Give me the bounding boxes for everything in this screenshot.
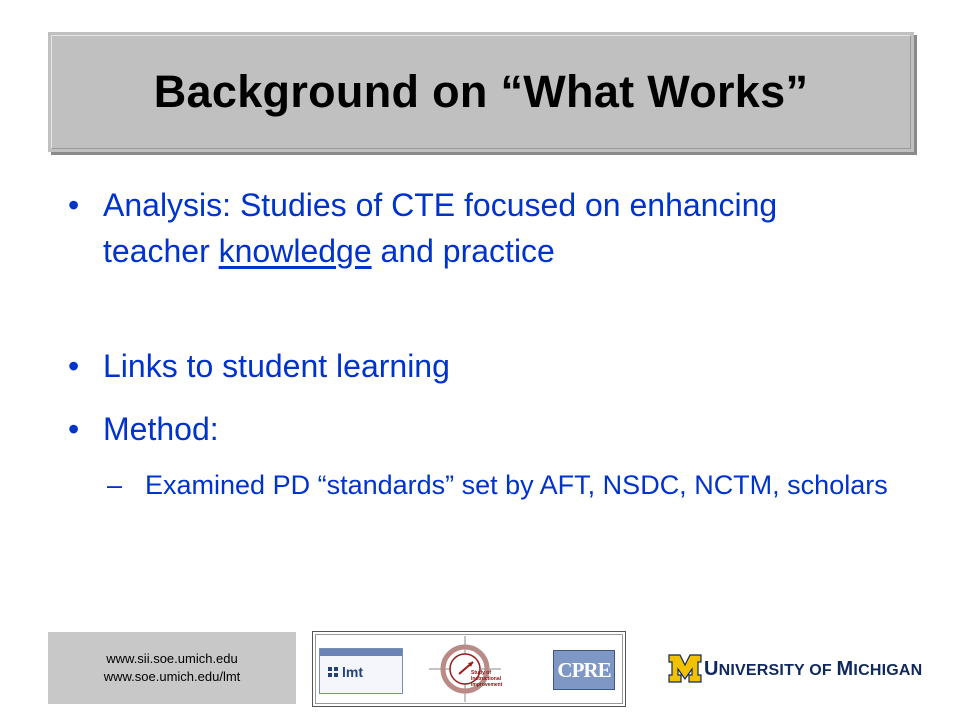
university-of-michigan-logo [668, 651, 923, 685]
sub-bullet-dash: – [107, 470, 123, 500]
sub-bullet-examined [107, 466, 907, 504]
lmt-logo-label: lmt [342, 664, 363, 680]
sub-bullet-text: Examined PD “standards” set by AFT, NSDC, NCTM, scholars [145, 470, 888, 500]
bullet-dot: • [68, 411, 80, 447]
lmt-logo [319, 648, 403, 694]
cpre-logo: CPRE [553, 650, 615, 690]
slide-title: Background on “What Works” [153, 66, 809, 117]
logos-frame [312, 631, 626, 707]
bullet-text [103, 182, 888, 274]
block-m-icon [668, 651, 702, 685]
bullet-text-before: Analysis: Studies of CTE focused on enhancing teacher [103, 187, 778, 269]
footer-urls [48, 632, 296, 704]
sii-logo-label: Study of Instructional Improvement [471, 670, 503, 688]
bullet-dot: • [68, 348, 80, 384]
sii-compass-logo [429, 636, 501, 702]
bullet-text: Method: [103, 411, 219, 447]
bullet-dot: • [68, 187, 80, 223]
bullet-links [68, 343, 888, 389]
underlined-word: knowledge [218, 233, 372, 269]
title-box [48, 32, 914, 152]
bullet-analysis [68, 182, 888, 274]
bullet-text-after: and practice [371, 233, 555, 269]
footer-url-lmt[interactable]: www.soe.umich.edu/lmt [103, 669, 241, 684]
footer-url-sii[interactable]: www.sii.soe.umich.edu [106, 651, 238, 666]
um-wordmark: UNIVERSITY OF MICHIGAN [704, 658, 923, 680]
bullet-text: Links to student learning [103, 348, 450, 384]
bullet-method [68, 406, 888, 452]
